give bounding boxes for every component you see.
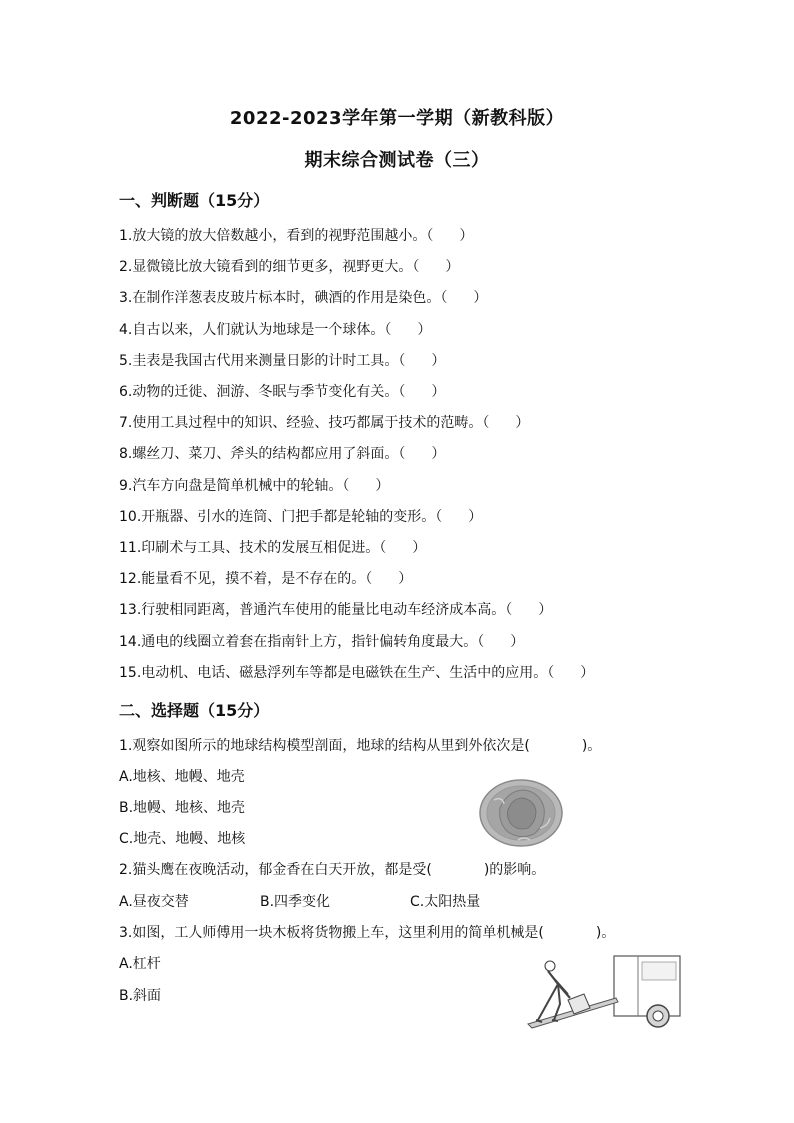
answer-paren-close: ） xyxy=(510,633,525,650)
choice-question-1 xyxy=(119,736,601,756)
answer-paren-close: ） xyxy=(412,540,427,556)
answer-paren-close: ） xyxy=(417,321,432,338)
answer-paren-open: （ xyxy=(412,259,420,276)
section-heading-choice: 二、选择题（15分） xyxy=(119,701,270,720)
judgment-question xyxy=(119,632,524,652)
judgment-question xyxy=(119,600,552,620)
judgment-question xyxy=(119,507,482,527)
choice-option[interactable]: A.杠杆 xyxy=(119,956,161,972)
answer-paren-close: ） xyxy=(515,415,530,432)
question-text: 4.自古以来，人们就认为地球是一个球体。 xyxy=(119,321,385,338)
exam-subtitle: 期末综合测试卷（三） xyxy=(304,150,490,171)
answer-paren-open: （ xyxy=(398,446,406,463)
question-text: 3.在制作洋葱表皮玻片标本时，碘酒的作用是染色。 xyxy=(119,290,441,307)
answer-paren-open: （ xyxy=(384,321,392,338)
choice-option[interactable]: B.四季变化 xyxy=(260,894,331,910)
answer-paren-close: ） xyxy=(431,446,446,463)
judgment-question xyxy=(119,382,445,402)
earth-structure-model-image xyxy=(478,778,564,848)
question-text: 5.圭表是我国古代用来测量日影的计时工具。 xyxy=(119,352,399,369)
judgment-question xyxy=(119,538,426,558)
choice-question-3 xyxy=(119,923,615,943)
answer-paren-close: ） xyxy=(473,290,488,307)
choice-option[interactable]: B.地幔、地核、地壳 xyxy=(119,800,246,816)
choice-option[interactable]: C.太阳热量 xyxy=(410,894,481,910)
judgment-question xyxy=(119,320,431,340)
question-text: 2.显微镜比放大镜看到的细节更多，视野更大。 xyxy=(119,259,413,276)
judgment-question xyxy=(119,413,529,433)
question-stem-before: 1.观察如图所示的地球结构模型剖面，地球的结构从里到外依次是( xyxy=(119,738,530,754)
answer-paren-open: （ xyxy=(435,508,443,525)
answer-paren-open: （ xyxy=(379,540,387,556)
question-stem-before: 2.猫头鹰在夜晚活动，郁金香在白天开放，都是受( xyxy=(119,862,432,878)
judgment-question xyxy=(119,444,445,464)
question-text: 6.动物的迁徙、洄游、冬眠与季节变化有关。 xyxy=(119,384,399,400)
question-stem-after: )。 xyxy=(581,738,602,754)
question-text: 9.汽车方向盘是简单机械中的轮轴。 xyxy=(119,477,343,494)
judgment-question xyxy=(119,288,487,308)
judgment-question xyxy=(119,257,459,277)
question-text: 15.电动机、电话、磁悬浮列车等都是电磁铁在生产、生活中的应用。 xyxy=(119,664,548,681)
answer-paren-open: （ xyxy=(440,290,448,307)
answer-paren-open: （ xyxy=(482,415,490,432)
answer-paren-close: ） xyxy=(375,477,390,494)
answer-paren-open: （ xyxy=(547,664,555,681)
answer-paren-open: （ xyxy=(505,602,513,619)
worker-ramp-truck-image xyxy=(518,954,682,1030)
question-text: 10.开瓶器、引水的连筒、门把手都是轮轴的变形。 xyxy=(119,508,436,525)
answer-paren-close: ） xyxy=(431,352,446,369)
answer-paren-open: （ xyxy=(398,352,406,369)
question-stem-after: )的影响。 xyxy=(483,862,546,878)
judgment-question xyxy=(119,569,412,589)
choice-question-2 xyxy=(119,860,545,880)
question-text: 1.放大镜的放大倍数越小，看到的视野范围越小。 xyxy=(119,228,427,244)
judgment-question xyxy=(119,226,473,246)
exam-title: 2022-2023学年第一学期（新教科版） xyxy=(229,108,565,129)
answer-paren-close: ） xyxy=(468,508,483,525)
question-text: 12.能量看不见，摸不着，是不存在的。 xyxy=(119,571,366,588)
answer-paren-close: ） xyxy=(459,228,474,244)
question-stem-before: 3.如图，工人师傅用一块木板将货物搬上车，这里利用的简单机械是( xyxy=(119,925,544,941)
question-text: 14.通电的线圈立着套在指南针上方，指针偏转角度最大。 xyxy=(119,633,478,650)
choice-option[interactable]: B.斜面 xyxy=(119,988,162,1004)
judgment-question xyxy=(119,351,445,371)
judgment-question xyxy=(119,663,594,683)
answer-paren-close: ） xyxy=(538,602,553,619)
choice-option[interactable]: A.昼夜交替 xyxy=(119,894,189,910)
choice-option[interactable]: C.地壳、地幔、地核 xyxy=(119,831,246,847)
answer-paren-open: （ xyxy=(342,477,350,494)
answer-paren-close: ） xyxy=(398,571,413,588)
choice-option[interactable]: A.地核、地幔、地壳 xyxy=(119,769,245,785)
answer-paren-close: ） xyxy=(431,384,446,400)
answer-paren-open: （ xyxy=(426,228,434,244)
judgment-question xyxy=(119,476,389,496)
answer-paren-open: （ xyxy=(398,384,406,400)
question-text: 8.螺丝刀、菜刀、斧头的结构都应用了斜面。 xyxy=(119,446,399,463)
question-stem-after: )。 xyxy=(595,925,616,941)
question-text: 7.使用工具过程中的知识、经验、技巧都属于技术的范畴。 xyxy=(119,415,483,432)
question-text: 11.印刷术与工具、技术的发展互相促进。 xyxy=(119,540,380,556)
question-text: 13.行驶相同距离，普通汽车使用的能量比电动车经济成本高。 xyxy=(119,602,506,619)
section-heading-judgment: 一、判断题（15分） xyxy=(119,191,270,210)
answer-paren-close: ） xyxy=(445,259,460,276)
answer-paren-open: （ xyxy=(477,633,485,650)
answer-paren-close: ） xyxy=(580,664,595,681)
answer-paren-open: （ xyxy=(365,571,373,588)
